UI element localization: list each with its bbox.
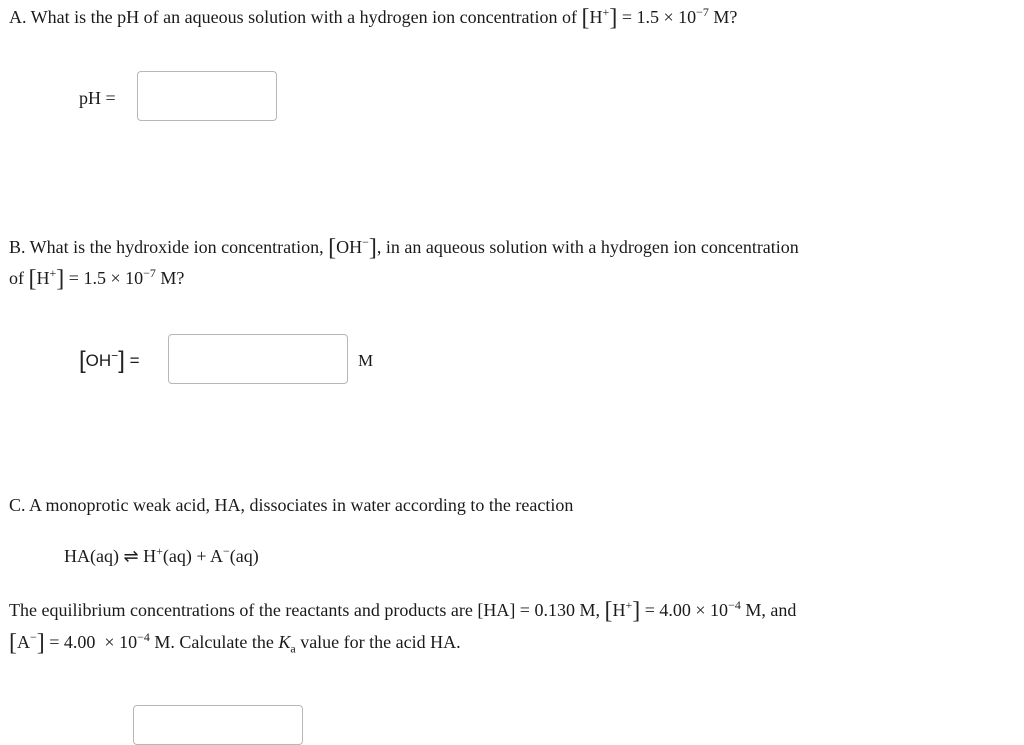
ph-answer-input[interactable] [137,71,277,121]
oh-label-charge: − [111,348,119,363]
reaction-product-a-state: (aq) [229,546,259,566]
part-b-equals: = [68,268,79,288]
part-a-equals: = [621,7,632,27]
part-b-unit: M? [160,268,185,288]
part-b-h-charge: + [49,266,57,280]
part-b-middle: , in an aqueous solution with a hydrogen ion concentration [376,237,799,257]
part-b-exponent: −7 [143,266,156,280]
eq-a-suffix: M. Calculate the [154,632,274,652]
eq-a-charge: − [30,630,37,644]
part-b-question-line1: B. What is the hydroxide ion concentration, [OH−], in an aqueous solution with a hydrogen ion concentration [9,235,799,261]
reaction-arrow: ⇌ [123,546,139,567]
part-a-exponent: −7 [696,5,709,19]
part-c-equilibrium-line2: $[A^-] = 4.00 \times 10^{-4}$ M. Calculate the $K_a$ value for the acid HA. [9,630,461,656]
part-b-oh-species: OH [336,237,363,257]
eq-h-exponent: −4 [728,598,741,612]
part-c-reaction [64,546,259,568]
part-b-value: 1.5 × 10 [83,268,144,288]
reaction-product-h-state: (aq) + A [162,546,223,566]
part-a-species-charge: + [602,5,610,19]
ka-suffix: value for the acid HA. [300,632,461,652]
eq-h-value: = 4.00 × 10 [644,600,729,620]
part-b-prefix: B. What is the hydroxide ion concentration, [9,237,324,257]
part-b-question-line2: of $[H^+] = 1.5 \times 10^{-7}$ M? [9,266,185,292]
ka-subscript: a [290,641,296,656]
ph-label: pH = [79,88,116,108]
part-a-unit: M? [713,7,738,27]
reaction-product-a-charge: − [223,544,230,558]
oh-label-species: OH [85,351,112,370]
part-c-equilibrium-line1: The equilibrium concentrations of the reactants and products are [HA] = 0.130 M, $[H^+] = 4.00 \times 10^{-4}$ M, and [9,598,797,624]
oh-answer-input[interactable] [168,334,348,384]
part-b-line2-prefix: of [9,268,24,288]
eq-a-exponent: −4 [137,630,150,644]
part-c-question: C. A monoprotic weak acid, HA, dissociates in water according to the reaction [9,495,574,515]
ka-symbol: K [278,632,291,652]
eq-a-species: A [17,632,30,652]
eq-a-value: = 4.00 × 10 [49,632,138,652]
eq-h-charge: + [625,598,633,612]
part-a-species: H [589,7,603,27]
part-b-oh-charge: − [362,235,369,249]
reaction-product-h-charge: + [156,544,163,558]
reaction-reactant: HA(aq) [64,546,119,566]
eq-h-species: H [612,600,626,620]
part-b-h-species: H [36,268,50,288]
part-a-question: A. What is the pH of an aqueous solution with a hydrogen ion concentration of $[H^+] = 1.5 \times 10^{-7}$ M? [9,5,738,31]
part-a-prefix: A. What is the pH of an aqueous solution with a hydrogen ion concentration of [9,7,578,27]
eq-text-1: The equilibrium concentrations of the reactants and products are [HA] = 0.130 M, [9,600,600,620]
ka-answer-input[interactable] [133,705,303,745]
oh-label: [OH−] = [79,347,140,374]
oh-unit-label: M [358,351,374,370]
part-a-value: 1.5 × 10 [636,7,697,27]
eq-h-suffix: M, and [745,600,797,620]
reaction-product-h: H [143,546,157,566]
oh-label-equals: = [129,351,140,370]
